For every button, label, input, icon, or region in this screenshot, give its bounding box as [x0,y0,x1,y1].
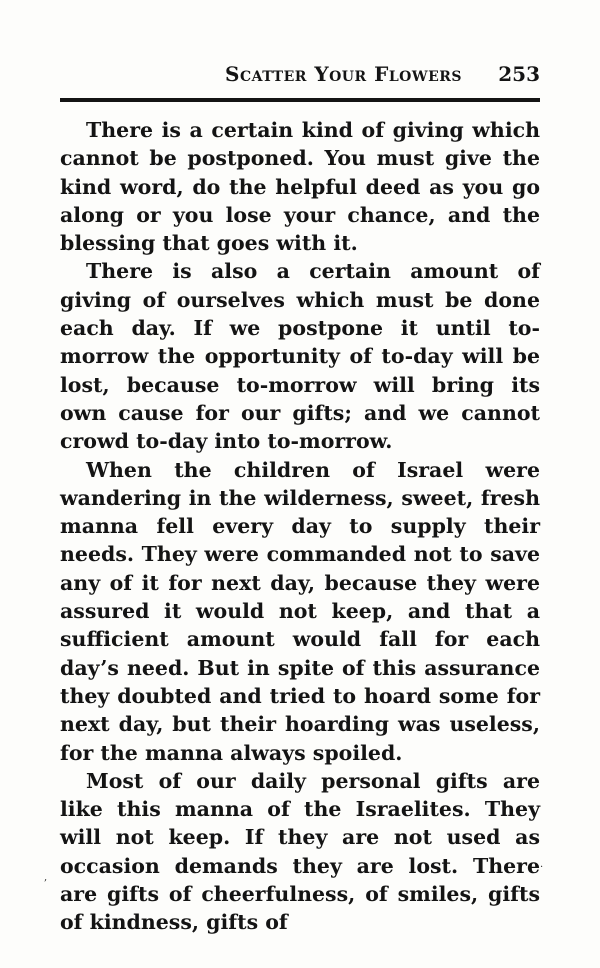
paragraph-3: When the children of Israel were wandering in the wilderness, sweet, fresh manna fell every day to supply their needs. They were commanded not to save any of it for next day, because they were assured it would not keep, and that a sufficient amount would fall for each day’s need. But in spite of this assurance they doubted and tried to hoard some for next day, but their hoarding was useless, for the manna always spoiled. [60,457,540,765]
print-speck: , [44,872,48,883]
print-speck: · [540,862,544,873]
paragraph-1: There is a certain kind of giving which cannot be postponed. You must give the kind word, do the helpful deed as you go along or you lose your chance, and the blessing that goes with it. [60,118,540,256]
header-rule [60,98,540,102]
page-number: 253 [498,62,540,86]
body-text [60,116,540,937]
paragraph-2: There is also a certain amount of giving of ourselves which must be done each day. If we postpone it until to-morrow the opportunity of to-day will be lost, because to-morrow will bring its own cause for our gifts; and we cannot crowd to-day into to-morrow. [60,259,540,454]
running-title: Scatter Your Flowers [225,62,462,86]
running-header [60,62,540,90]
paragraph-4: Most of our daily personal gifts are like this manna of the Israelites. They will not keep. If they are not used as occasion demands they are lost. There are gifts of cheerfulness, of smiles, gifts of kindness, gifts of [60,768,540,935]
